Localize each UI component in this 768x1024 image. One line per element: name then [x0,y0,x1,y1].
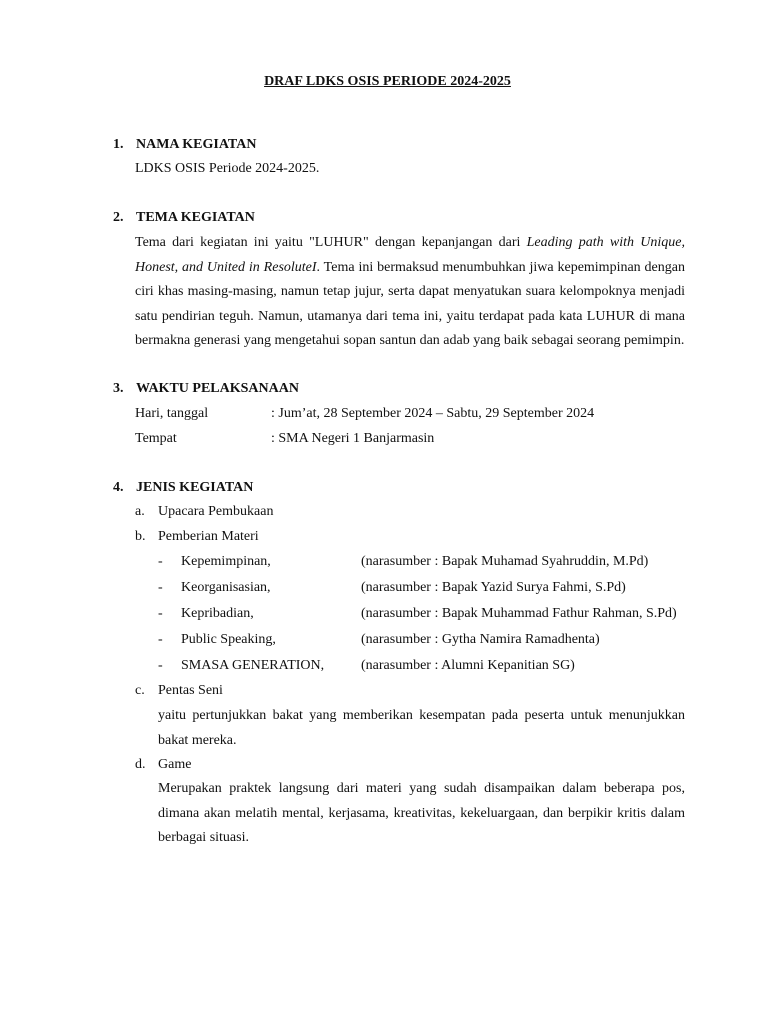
material-speaker: (narasumber : Bapak Yazid Surya Fahmi, S.Pd) [361,580,626,595]
section-number: 2. [113,210,124,225]
item-label: Game [158,757,192,772]
section-heading-text: JENIS KEGIATAN [136,480,254,495]
item-label: Upacara Pembukaan [158,504,274,519]
schedule-value: : SMA Negeri 1 Banjarmasin [271,431,435,446]
theme-acronym-expansion: Leading path with Unique, Honest, and United in ResoluteI [135,235,685,275]
section-content: LDKS OSIS Periode 2024-2025. [135,161,320,176]
theme-paragraph [135,231,685,354]
item-label: Pemberian Materi [158,529,259,544]
activity-item [135,756,191,774]
document-title: DRAF LDKS OSIS PERIODE 2024-2025 [264,74,511,89]
dash-marker: - [158,606,163,621]
material-item [158,657,575,675]
material-speaker: (narasumber : Bapak Muhamad Syahruddin, M.Pd) [361,554,649,569]
item-marker: a. [135,504,145,519]
schedule-label: Tempat [135,431,177,446]
material-speaker: (narasumber : Alumni Kepanitian SG) [361,658,575,673]
material-item [158,631,600,649]
activity-item [135,503,273,521]
material-speaker: (narasumber : Bapak Muhammad Fathur Rahman, S.Pd) [361,606,677,621]
section-number: 3. [113,381,124,396]
section-heading-text: TEMA KEGIATAN [136,210,255,225]
section-heading-text: WAKTU PELAKSANAAN [136,381,299,396]
dash-marker: - [158,658,163,673]
material-topic: Kepribadian, [181,606,254,621]
item-description: Merupakan praktek langsung dari materi yang sudah disampaikan dalam beberapa pos, dimana akan melatih mental, kerjasama, kreativitas, kekeluargaan, dan berpikir kritis dalam berbagai situasi. [158,781,685,846]
section-heading-waktu-pelaksanaan [113,380,299,398]
material-topic: Kepemimpinan, [181,554,271,569]
dash-marker: - [158,580,163,595]
dash-marker: - [158,554,163,569]
dash-marker: - [158,632,163,647]
material-topic: SMASA GENERATION, [181,658,325,673]
section-number: 1. [113,137,124,152]
section-heading-tema-kegiatan [113,209,255,227]
item-marker: c. [135,683,145,698]
item-marker: d. [135,757,146,772]
material-item [158,553,648,571]
theme-text-start: Tema dari kegiatan ini yaitu "LUHUR" dengan kepanjangan dari [135,235,527,250]
theme-text-rest: . Tema ini bermaksud menumbuhkan jiwa kepemimpinan dengan ciri khas masing-masing, namun tetap jujur, serta dapat menyatukan suara kelompoknya menjadi satu pendirian teguh. Namun, utamanya dari tema ini, yaitu terdapat pada kata LUHUR di mana bermakna generasi yang mengetahui sopan santun dan adab yang baik sebagai seorang pemimpin. [135,259,685,349]
material-topic: Keorganisasian, [181,580,271,595]
material-speaker: (narasumber : Gytha Namira Ramadhenta) [361,632,600,647]
material-item [158,579,626,597]
item-description: yaitu pertunjukkan bakat yang memberikan kesempatan pada peserta untuk menunjukkan bakat mereka. [158,708,685,748]
schedule-label: Hari, tanggal [135,406,209,421]
item-label: Pentas Seni [158,683,223,698]
schedule-value: : Jum’at, 28 September 2024 – Sabtu, 29 September 2024 [271,406,595,421]
section-number: 4. [113,480,124,495]
activity-item [135,682,223,700]
section-heading-nama-kegiatan [113,136,256,154]
item-marker: b. [135,529,146,544]
schedule-row-date [135,405,594,423]
activity-item [135,528,259,546]
section-heading-text: NAMA KEGIATAN [136,137,257,152]
material-item [158,605,677,623]
material-topic: Public Speaking, [181,632,276,647]
schedule-row-place [135,430,434,448]
section-heading-jenis-kegiatan [113,479,253,497]
